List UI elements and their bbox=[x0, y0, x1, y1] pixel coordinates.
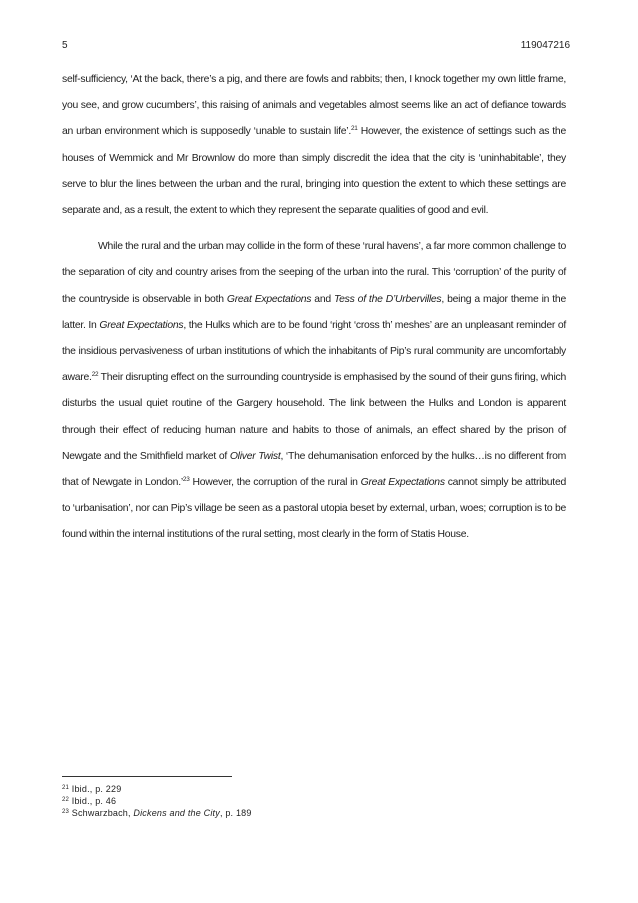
footnote-text: Ibid., p. 229 bbox=[69, 784, 122, 794]
book-title: Great Expectations bbox=[360, 477, 445, 489]
footnote-number: 23 bbox=[62, 809, 70, 815]
page-number: 5 bbox=[62, 40, 68, 51]
footnote-ref-22: 22 bbox=[91, 371, 99, 379]
text-run: cannot simply be attributed to ‘urbanisation’, nor can Pip’s village be seen as a pastoral utopia beset by external, urban, woes; corruption is to be found within the internal institutions of the rural setting, most clearly in the form of Statis House. bbox=[62, 477, 566, 541]
footnote-text: , p. 189 bbox=[219, 808, 252, 818]
footnote-separator bbox=[62, 776, 232, 777]
text-run: , the Hulks which are to be found ‘right ‘cross th’ meshes’ are an unpleasant reminder of the insidious pervasiveness of urban institutions of which the inhabitants of Pip’s rural community are uncomfortably aware. bbox=[62, 319, 566, 384]
paragraph-2 bbox=[62, 234, 566, 548]
footnote-ref-23: 23 bbox=[182, 476, 190, 484]
book-title: Oliver Twist bbox=[229, 450, 281, 462]
text-run: self-sufficiency, ‘At the back, there’s a pig, and there are fowls and rabbits; then, I knock together my own little frame, you see, and grow cucumbers’, this raising of animals and vegetables almost seems like an act of defiance towards an urban environment which is supposedly ‘unable to sustain life’. bbox=[62, 74, 566, 138]
footnote-number: 21 bbox=[62, 785, 70, 791]
footnote-book-title: Dickens and the City bbox=[133, 808, 220, 818]
footnotes bbox=[62, 783, 252, 819]
body-text bbox=[62, 67, 566, 549]
student-id: 119047216 bbox=[520, 40, 570, 51]
footnote-ref-21: 21 bbox=[351, 125, 358, 133]
text-run: However, the existence of settings such as the houses of Wemmick and Mr Brownlow do more than simply discredit the idea that the city is ‘uninhabitable’, they serve to blur the lines between the urban and the rural, bringing into question the extent to which these settings are separate and, as a result, the extent to which they represent the separate qualities of good and evil. bbox=[62, 126, 566, 217]
footnote-22 bbox=[62, 795, 252, 807]
footnote-text: Schwarzbach, bbox=[69, 808, 134, 818]
text-run: Their disrupting effect on the surrounding countryside is emphasised by the sound of their guns firing, which disturbs the usual quiet routine of the Gargery household. The link between the Hulks and London is apparent through their effect of reducing human nature and habits to those of animals, an effect shared by the prison of Newgate and the Smithfield market of bbox=[62, 372, 566, 462]
text-run: and bbox=[311, 293, 334, 305]
paragraph-1 bbox=[62, 67, 566, 224]
book-title: Great Expectations bbox=[99, 319, 184, 331]
book-title: Great Expectations bbox=[226, 293, 312, 305]
footnote-23 bbox=[62, 807, 252, 819]
book-title: Tess of the D’Urbervilles bbox=[334, 293, 442, 305]
text-run: However, the corruption of the rural in bbox=[189, 477, 361, 489]
text-run: , ‘The dehumanisation enforced by the hulks…is no different from that of Newgate in London.’ bbox=[62, 450, 567, 489]
footnote-text: Ibid., p. 46 bbox=[69, 796, 117, 806]
text-run: , being a major theme in the latter. In bbox=[62, 293, 566, 331]
footnote-21 bbox=[62, 783, 252, 795]
footnote-number: 22 bbox=[62, 797, 70, 803]
text-run: While the rural and the urban may collide in the form of these ‘rural havens’, a far more common challenge to the separation of city and country arises from the seeping of the urban into the rural. This ‘corruption’ of the purity of the countryside is observable in both bbox=[62, 241, 566, 305]
